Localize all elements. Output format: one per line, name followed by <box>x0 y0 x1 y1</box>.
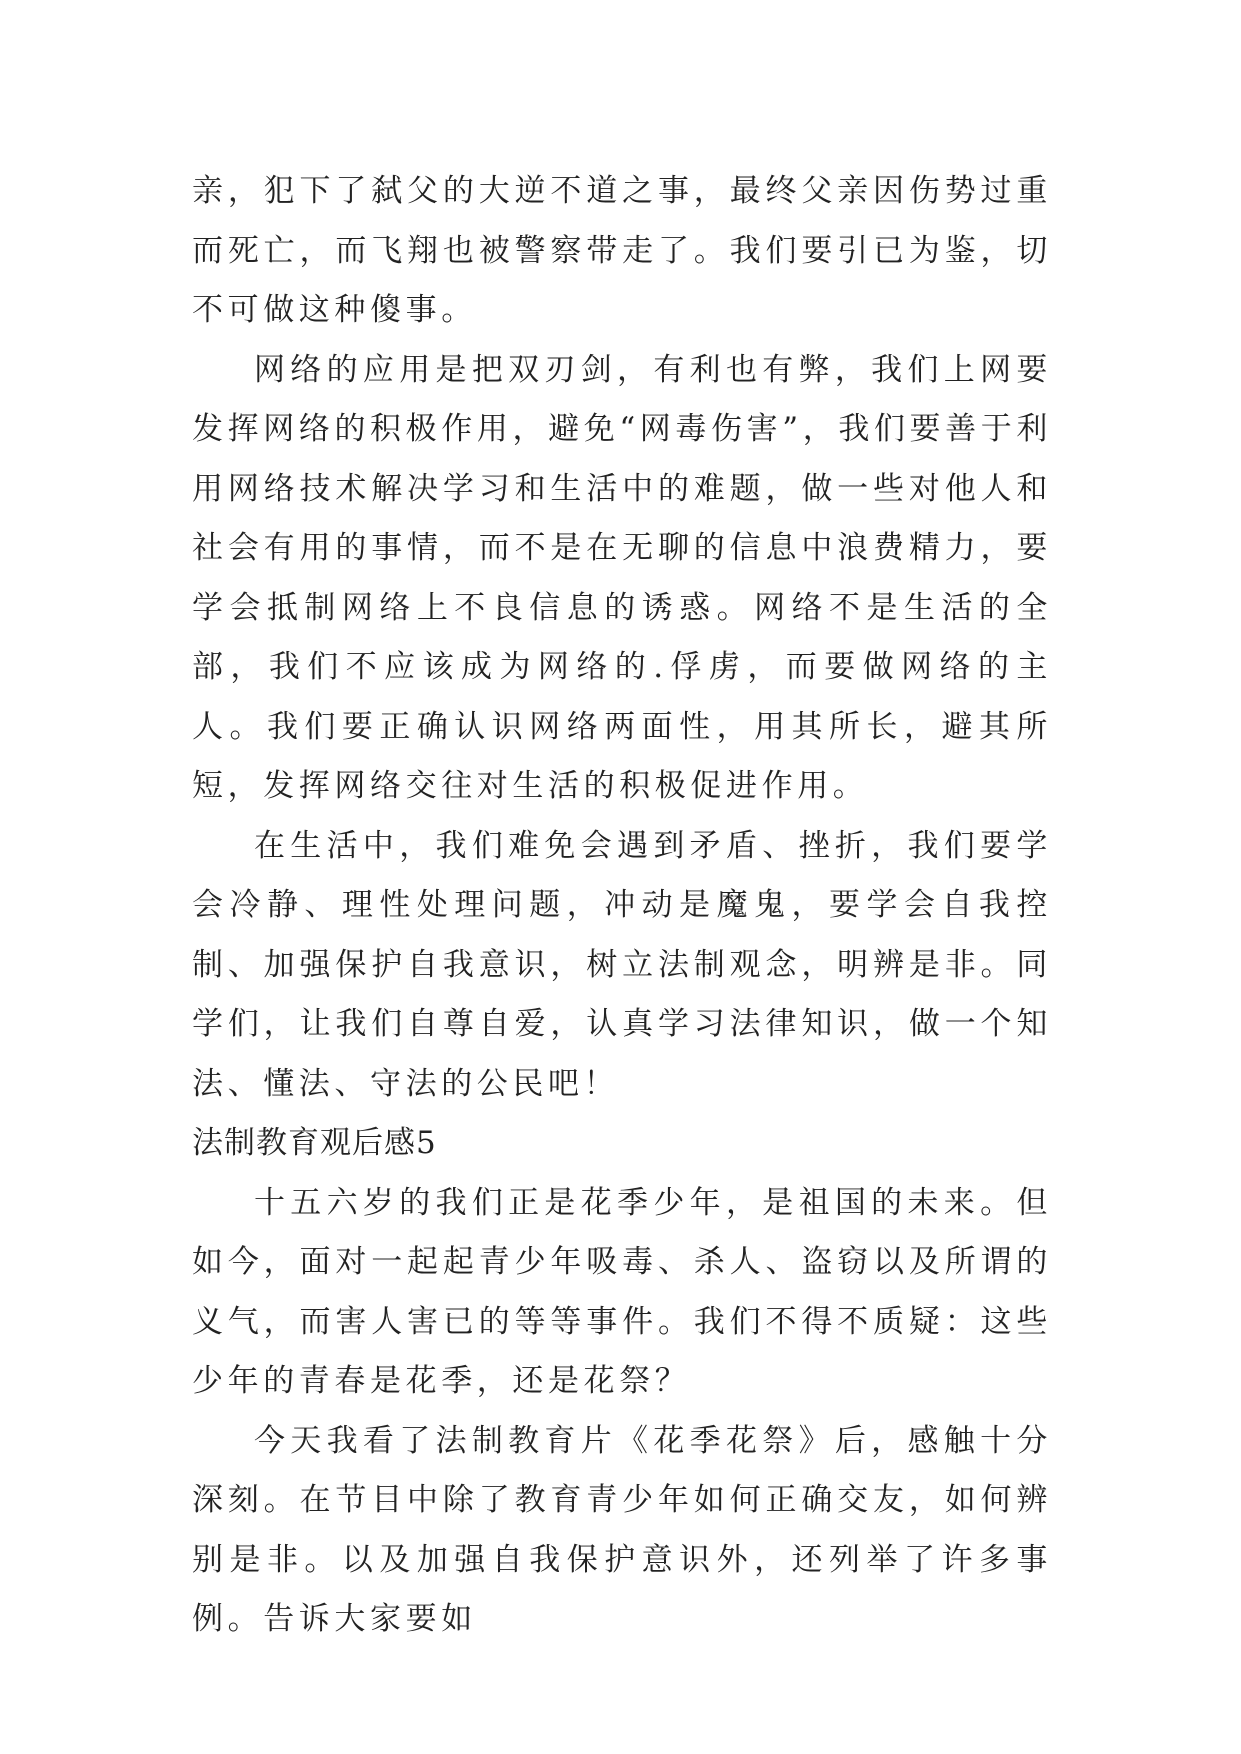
paragraph-life: 在生活中，我们难免会遇到矛盾、挫折，我们要学会冷静、理性处理问题，冲动是魔鬼，要学会自我控制、加强保护自我意识，树立法制观念，明辨是非。同学们，让我们自尊自爱，认真学习法律知识，做一个知法、懂法、守法的公民吧！ <box>192 827 1052 1102</box>
paragraph-youth: 十五六岁的我们正是花季少年，是祖国的未来。但如今，面对一起起青少年吸毒、杀人、盗窃以及所谓的义气，而害人害已的等等事件。我们不得不质疑：这些少年的青春是花季，还是花祭？ <box>192 1184 1052 1399</box>
paragraph-film: 今天我看了法制教育片《花季花祭》后，感触十分深刻。在节目中除了教育青少年如何正确交友，如何辨别是非。以及加强自我保护意识外，还列举了许多事例。告诉大家要如 <box>192 1422 1052 1637</box>
paragraph-network: 网络的应用是把双刃剑，有利也有弊，我们上网要发挥网络的积极作用，避免“网毒伤害”，我们要善于利用网络技术解决学习和生活中的难题，做一些对他人和社会有用的事情，而不是在无聊的信息中浪费精力，要学会抵制网络上不良信息的诱惑。网络不是生活的全部，我们不应该成为网络的.俘虏，而要做网络的主人。我们要正确认识网络两面性，用其所长，避其所短，发挥网络交往对生活的积极促进作用。 <box>192 351 1052 804</box>
paragraph-continued: 亲，犯下了弑父的大逆不道之事，最终父亲因伤势过重而死亡，而飞翔也被警察带走了。我们要引已为鉴，切不可做这种傻事。 <box>192 173 1052 328</box>
section-heading: 法制教育观后感5 <box>192 1125 437 1161</box>
document-page <box>192 162 1052 1650</box>
